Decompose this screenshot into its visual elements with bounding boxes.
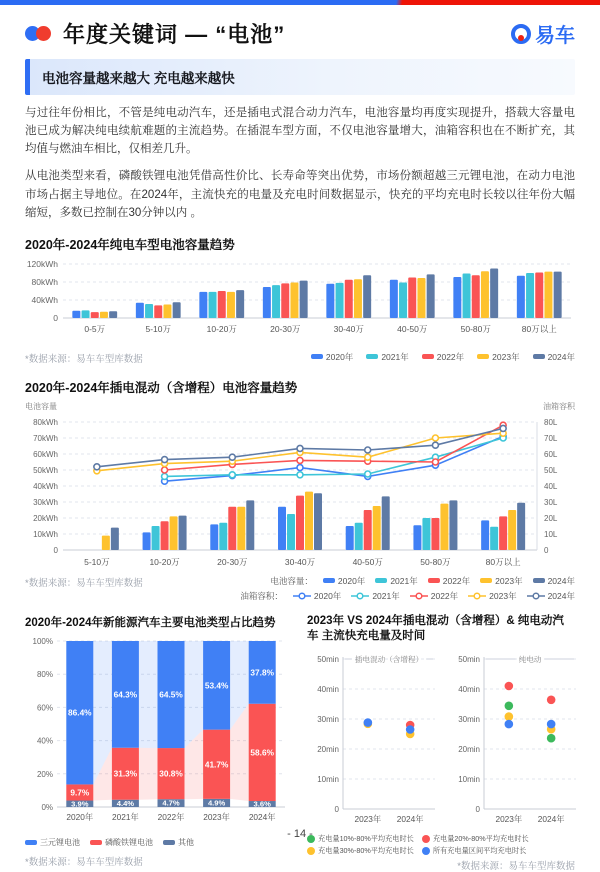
axis-label: 30-40万 (333, 323, 364, 334)
bar (227, 292, 235, 318)
bar (517, 276, 525, 318)
axis-label: 0 (475, 804, 480, 814)
chart2-combo-canvas (25, 414, 575, 574)
line-marker (432, 442, 438, 448)
bar (554, 272, 562, 318)
legend-line-marker (410, 592, 428, 600)
axis-label: 30kWh (33, 497, 58, 507)
bar (355, 523, 363, 550)
axis-label: 40-50万 (352, 556, 383, 567)
axis-label: 64.3% (113, 689, 138, 700)
bar (281, 283, 289, 318)
axis-label: 40min (317, 684, 339, 694)
axis-label: 50-80万 (460, 323, 491, 334)
legend-label: 2020年 (337, 575, 366, 586)
axis-label: 30.8% (159, 768, 183, 779)
bar (490, 268, 498, 318)
chart4-phev-panel-canvas (307, 649, 440, 831)
legend-label: 2022年 (430, 590, 459, 601)
legend-label: 2024年 (547, 590, 575, 601)
data-point (505, 701, 514, 710)
bar (287, 514, 295, 550)
legend-item (477, 351, 519, 363)
chart1-legend (311, 351, 575, 363)
bar (246, 500, 254, 550)
axis-label: 10L (544, 529, 558, 539)
section-banner (25, 59, 575, 95)
bar (373, 506, 381, 550)
chart1-source-note: *数据来源：易车车型库数据 (25, 353, 143, 365)
bar (413, 525, 421, 550)
bar (143, 532, 151, 550)
legend-label: 其他 (178, 837, 194, 847)
bar (100, 312, 108, 318)
axis-label: 31.3% (113, 768, 138, 779)
legend-label: 2024年 (547, 575, 575, 586)
bar (91, 312, 99, 318)
axis-label: 2024年 (396, 813, 424, 824)
bar (382, 496, 390, 550)
legend-label: 2020年 (325, 351, 354, 362)
line-marker (297, 472, 303, 478)
legend-pill-marker (163, 840, 175, 845)
bar (102, 536, 110, 550)
axis-label: 5-10万 (84, 556, 110, 567)
bar (472, 275, 480, 318)
legend-item (351, 590, 399, 602)
bar (290, 282, 298, 318)
axis-label: 50kWh (33, 465, 58, 475)
page-number: - 14 - (287, 828, 313, 840)
line-marker (432, 435, 438, 441)
bar (111, 528, 119, 550)
legend-label: 2022年 (436, 351, 465, 362)
bar (109, 311, 117, 318)
bar (526, 273, 534, 318)
page-header (0, 5, 600, 53)
legend-pill-marker (366, 354, 378, 359)
line-marker (297, 457, 303, 463)
bar (300, 281, 308, 318)
line-marker (229, 454, 235, 460)
line-marker (365, 454, 371, 460)
axis-label: 纯电动 (518, 654, 542, 664)
legend-pill-marker (428, 578, 440, 583)
axis-label: 20-30万 (217, 556, 248, 567)
marker-circle (474, 593, 480, 599)
legend-item (311, 351, 353, 363)
axis-label: 60L (544, 449, 558, 459)
axis-label: 插电混动（含增程） (354, 654, 424, 664)
bar (346, 526, 354, 550)
legend-label: 充电量10%-80%平均充电时长 (318, 833, 414, 843)
bar (218, 291, 226, 318)
axis-label: 80万以上 (521, 323, 557, 334)
bar (449, 500, 457, 550)
legend-line-marker (468, 592, 486, 600)
legend-prefix: 电池容量： (270, 575, 313, 586)
brand-dots-icon (25, 26, 52, 42)
axis-label: 10-20万 (206, 323, 237, 334)
bar (82, 310, 90, 318)
bar (354, 279, 362, 318)
bar (237, 507, 245, 550)
legend-label: 2023年 (489, 590, 517, 601)
axis-label: 20kWh (33, 513, 58, 523)
axis-label: 20-30万 (270, 323, 301, 334)
bar (263, 287, 271, 318)
legend-item (366, 351, 408, 363)
chart1-meta-row (25, 351, 575, 365)
line-marker (162, 473, 168, 479)
bar (336, 283, 344, 318)
legend-line-marker (293, 592, 311, 600)
legend-dot-marker (307, 847, 315, 855)
marker-circle (416, 593, 422, 599)
trend-line (165, 425, 504, 470)
legend-item (527, 590, 575, 602)
data-point (505, 712, 514, 721)
axis-label: 40kWh (31, 294, 58, 305)
legend-label: 2024年 (547, 351, 575, 362)
axis-label: 70L (544, 433, 558, 443)
bar (427, 274, 435, 318)
legend-item (533, 351, 575, 363)
data-point (547, 720, 556, 729)
axis-label: 2020年 (66, 811, 94, 822)
bar (390, 280, 398, 318)
chart4-source-note: *数据来源：易车车型库数据 (457, 860, 575, 872)
axis-label: 80kWh (33, 417, 58, 427)
axis-label: 37.8% (250, 667, 274, 678)
legend-label: 2022年 (442, 575, 471, 586)
axis-label: 4.4% (116, 798, 135, 808)
bar (508, 510, 516, 550)
bar (278, 507, 286, 550)
legend-label: 三元锂电池 (40, 837, 80, 847)
axis-label: 0 (53, 545, 58, 555)
yiche-logo (511, 19, 575, 48)
axis-label: 0 (544, 545, 549, 555)
line-marker (297, 465, 303, 471)
bar (219, 523, 227, 550)
axis-label: 2024年 (537, 813, 565, 824)
axis-label: 2023年 (495, 813, 523, 824)
legend-label: 2023年 (495, 575, 523, 586)
axis-label: 80万以上 (485, 556, 521, 567)
line-marker (432, 459, 438, 465)
bar (170, 516, 178, 550)
line-marker (162, 457, 168, 463)
legend-pill-marker (311, 354, 323, 359)
bar (210, 524, 218, 550)
bar (161, 521, 169, 550)
flow-blue (139, 641, 158, 748)
legend-pill-marker (25, 840, 37, 845)
legend-pill-marker (477, 354, 489, 359)
legend-item (375, 575, 417, 587)
bar (228, 507, 236, 550)
bar (463, 273, 471, 318)
axis-label: 2021年 (112, 811, 139, 822)
legend-label: 2023年 (492, 351, 520, 362)
legend-label: 2020年 (313, 590, 342, 601)
red-dot-icon (36, 26, 51, 41)
legend-label: 磷酸铁锂电池 (105, 837, 153, 847)
axis-label: 50-80万 (420, 556, 451, 567)
legend-item (307, 846, 414, 856)
legend-item (422, 351, 464, 363)
axis-label: 10-20万 (149, 556, 180, 567)
chart3-title: 2020年-2024年新能源汽车主要电池类型占比趋势 (25, 616, 276, 629)
bar (209, 292, 217, 318)
bar (345, 280, 353, 318)
legend-label: 2021年 (372, 590, 400, 601)
axis-label: 10min (458, 774, 480, 784)
line-marker (297, 445, 303, 451)
axis-label: 20min (458, 744, 480, 754)
bar (145, 304, 153, 318)
bar (417, 278, 425, 318)
legend-dot-marker (422, 847, 430, 855)
bar (179, 516, 187, 550)
bar (154, 305, 162, 318)
yiche-logo-text: 易车 (535, 25, 575, 47)
line-marker (229, 472, 235, 478)
axis-label: 30L (544, 497, 558, 507)
data-point (505, 682, 514, 691)
axis-label: 2022年 (157, 811, 185, 822)
axis-label: 10kWh (33, 529, 58, 539)
bar (499, 516, 507, 550)
chart2-legend (240, 575, 575, 602)
intro-paragraph-2: 从电池类型来看，磷酸铁锂电池凭借高性价比、长寿命等突出优势，市场份额超越三元锂电池，在动力电池市场占据主导地位。在2024年，主流快充的电量及充电时间数据显示，快充的平均充电时长较以往年份大幅缩短，多数已控制在30分钟以内 。 (25, 170, 575, 219)
legend-pill-marker (90, 840, 102, 845)
bar (364, 510, 372, 550)
bar (535, 272, 543, 317)
line-marker (365, 471, 371, 477)
axis-label: 70kWh (33, 433, 58, 443)
data-point (547, 695, 556, 704)
title-wrap (25, 18, 285, 49)
axis-label: 80kWh (31, 276, 58, 287)
legend-item (468, 590, 516, 602)
axis-label: 30min (458, 714, 480, 724)
page-title: 年度关键词 — “电池” (63, 22, 286, 47)
bar (517, 503, 525, 550)
bar (422, 518, 430, 550)
axis-label: 0% (41, 802, 53, 812)
bar (490, 527, 498, 550)
axis-label: 4.9% (207, 798, 226, 808)
line-marker (500, 425, 506, 431)
line-marker (94, 464, 100, 470)
chart2-meta-row (25, 575, 575, 602)
yiche-logo-icon (511, 24, 531, 44)
legend-label: 2021年 (381, 351, 409, 362)
axis-label: 30-40万 (284, 556, 316, 567)
axis-label: 3.9% (71, 799, 89, 809)
axis-label: 40L (544, 481, 558, 491)
bar (440, 504, 448, 550)
bar (152, 526, 160, 550)
legend-pill-marker (480, 578, 492, 583)
axis-label: 53.4% (204, 680, 229, 691)
data-point (406, 725, 415, 734)
axis-label: 80% (36, 670, 53, 680)
chart3-stacked-bar-canvas (25, 635, 291, 833)
axis-label: 3.6% (253, 799, 271, 809)
marker-circle (358, 593, 364, 599)
legend-label: 2021年 (390, 575, 418, 586)
axis-label: 0 (53, 312, 58, 323)
axis-label: 58.6% (250, 747, 274, 758)
marker-circle (533, 593, 539, 599)
axis-label: 20% (36, 769, 53, 779)
bar (72, 311, 80, 318)
axis-label: 40kWh (33, 481, 58, 491)
data-point (364, 718, 373, 727)
bar (453, 277, 461, 318)
bar (173, 302, 181, 318)
axis-label: 86.4% (68, 707, 92, 718)
bar (314, 493, 322, 550)
axis-label: 4.7% (162, 798, 180, 808)
legend-item (293, 590, 341, 602)
chart2-right-axis-label: 油箱容积 (543, 401, 575, 411)
bar (408, 277, 416, 318)
legend-pill-marker (533, 578, 545, 583)
legend-item (480, 575, 522, 587)
chart2-section (25, 378, 575, 602)
chart2-source-note: *数据来源：易车车型库数据 (25, 577, 143, 589)
bar (399, 282, 407, 318)
legend-item (410, 590, 458, 602)
bar (481, 271, 489, 318)
bar (363, 275, 371, 318)
intro-paragraph-1: 与过往年份相比，不管是纯电动汽车，还是插电式混合动力汽车，电池容量均再度实现提升，搭载大容量电池已成为解决纯电续航难题的主流趋势。在插混车型方面，不仅电池容量增大，油箱容积也在不断扩充，其均值与燃油车相比，仅相差几升。 (25, 107, 575, 156)
chart1-title: 2020年-2024年纯电车型电池容量趋势 (25, 237, 235, 252)
chart3-source-note: *数据来源：易车车型库数据 (25, 856, 143, 868)
bar (481, 520, 489, 550)
axis-label: 80L (544, 417, 558, 427)
legend-pill-marker (422, 354, 434, 359)
axis-label: 40% (36, 736, 53, 746)
axis-label: 41.7% (204, 759, 229, 770)
bar (326, 284, 334, 318)
legend-row (270, 575, 575, 587)
legend-line-marker (527, 592, 545, 600)
axis-label: 2023年 (203, 811, 230, 822)
legend-item (422, 846, 526, 856)
line-marker (365, 447, 371, 453)
axis-label: 50min (458, 654, 480, 664)
legend-label: 充电量30%-80%平均充电时长 (318, 845, 414, 855)
legend-pill-marker (375, 578, 387, 583)
axis-label: 0 (334, 804, 339, 814)
bar (272, 285, 280, 318)
legend-line-marker (351, 592, 369, 600)
axis-label: 60% (36, 703, 53, 713)
axis-label: 10min (317, 774, 339, 784)
legend-prefix: 油箱容积： (240, 590, 283, 601)
legend-row (240, 590, 575, 602)
legend-pill-marker (323, 578, 335, 583)
axis-label: 40-50万 (397, 323, 428, 334)
axis-label: 20L (544, 513, 558, 523)
bar (236, 290, 244, 318)
legend-pill-marker (533, 354, 545, 359)
axis-label: 20min (317, 744, 339, 754)
chart2-title: 2020年-2024年插电混动（含增程）电池容量趋势 (25, 380, 298, 395)
legend-item (323, 575, 365, 587)
axis-label: 30min (317, 714, 339, 724)
axis-label: 2024年 (248, 811, 276, 822)
bar (431, 518, 439, 550)
flow-red (139, 748, 158, 800)
chart4-title: 2023年 VS 2024年插电混动（含增程）& 纯电动汽车 主流快充电量及时间 (307, 614, 564, 642)
section-banner-text: 电池容量越来越大 充电越来越快 (42, 71, 235, 86)
chart1-section (25, 235, 575, 365)
axis-label: 2023年 (354, 813, 382, 824)
bar (163, 304, 171, 318)
legend-label: 充电量20%-80%平均充电时长 (432, 833, 529, 843)
bar (199, 292, 207, 318)
chart1-grouped-bar-canvas (25, 258, 575, 350)
axis-label: 60kWh (33, 449, 58, 459)
bar (136, 303, 144, 318)
legend-item (533, 575, 575, 587)
axis-label: 50L (544, 465, 558, 475)
axis-label: 5-10万 (145, 323, 172, 334)
chart2-left-axis-label: 电池容量 (25, 401, 57, 411)
flow-blue (185, 641, 204, 748)
data-point (505, 720, 514, 729)
chart2-axis-labels (25, 401, 575, 414)
axis-label: 120kWh (26, 258, 58, 269)
axis-label: 0-5万 (84, 323, 106, 334)
bar (544, 272, 552, 318)
legend-item (428, 575, 470, 587)
axis-label: 100% (32, 636, 53, 646)
chart4-bev-panel-canvas (448, 649, 581, 831)
bar (296, 496, 304, 550)
axis-label: 40min (458, 684, 480, 694)
axis-label: 64.5% (159, 689, 183, 700)
marker-circle (299, 593, 305, 599)
chart4-panels (307, 649, 575, 831)
axis-label: 9.7% (70, 787, 90, 798)
line-marker (162, 467, 168, 473)
data-point (547, 734, 556, 743)
legend-label: 所有充电量区间平均充电时长 (432, 845, 527, 855)
bar (305, 492, 313, 550)
axis-label: 50min (317, 654, 339, 664)
